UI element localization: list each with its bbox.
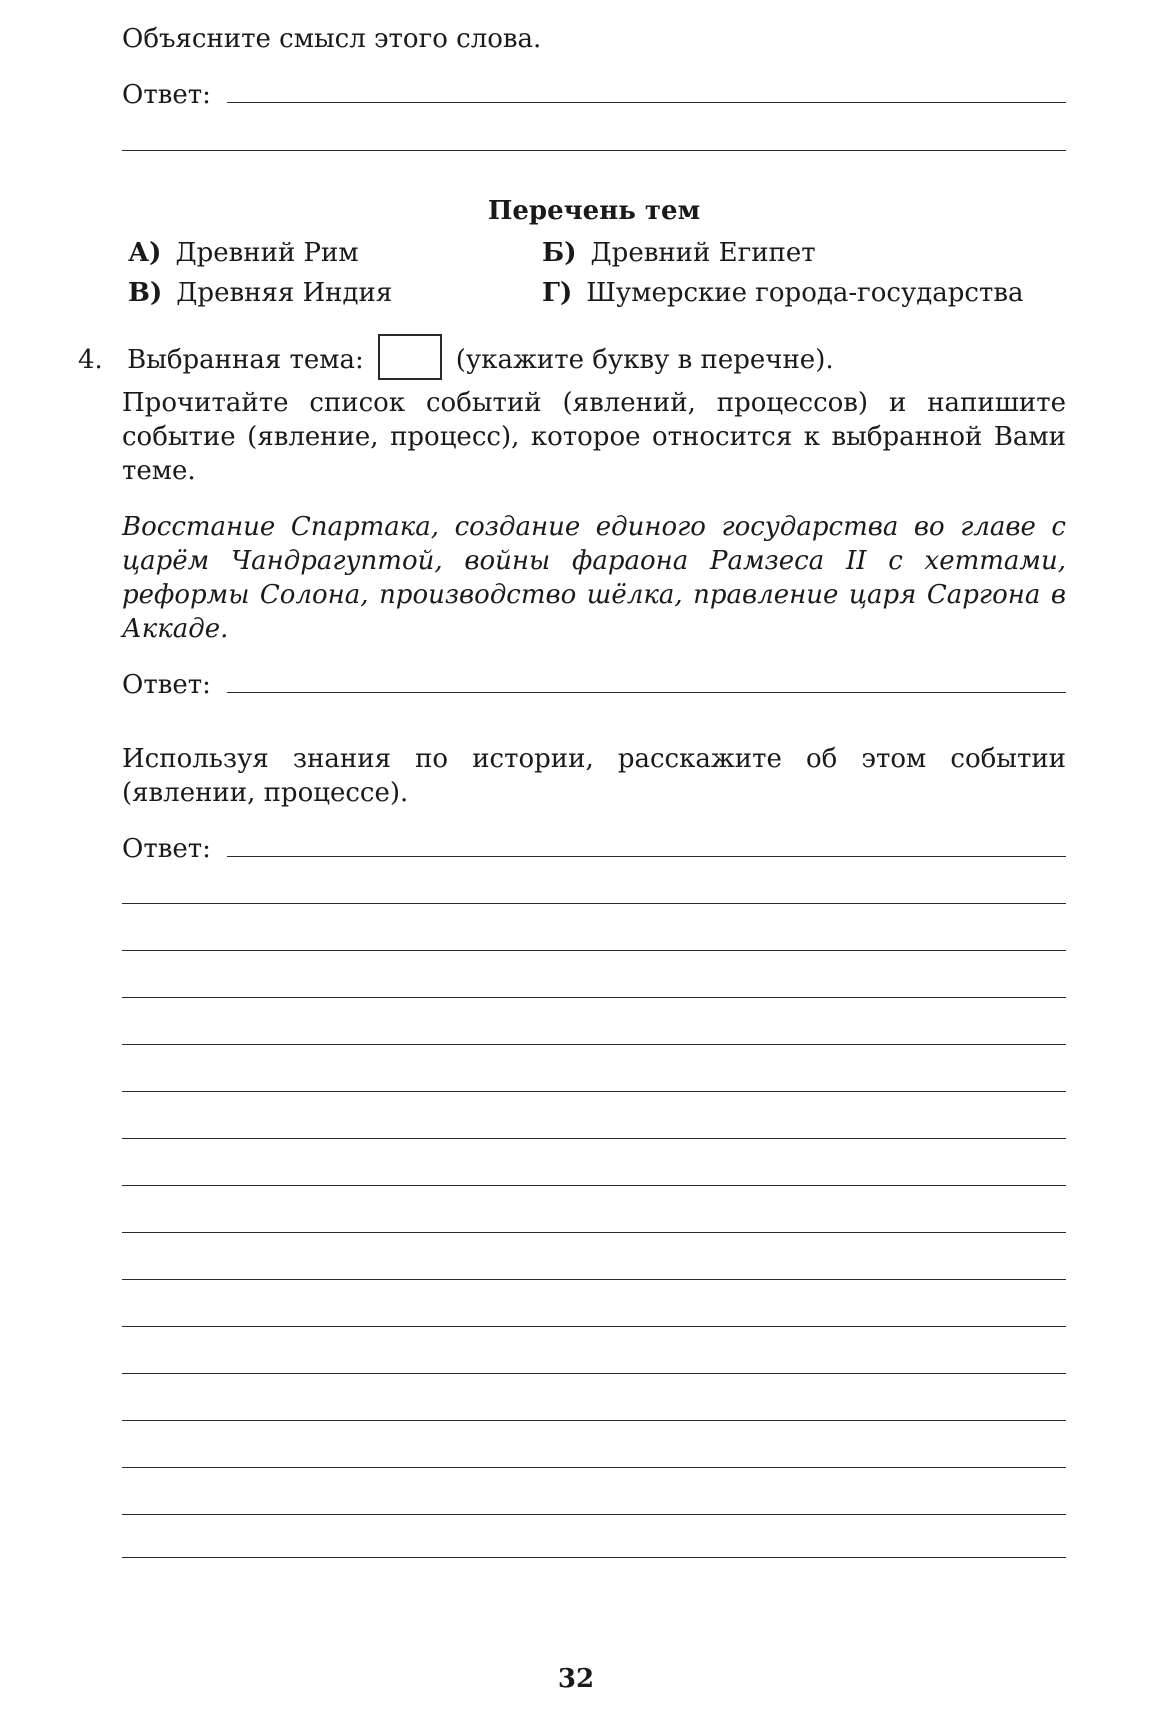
story-answer-line-1[interactable]	[227, 834, 1066, 857]
story-answer-line-10[interactable]	[122, 1279, 1066, 1280]
story-answer-line-16[interactable]	[122, 1557, 1066, 1558]
story-answer-line-2[interactable]	[122, 903, 1066, 904]
topic-v-name: Древняя Индия	[176, 278, 393, 308]
topic-a-name: Древний Рим	[175, 238, 359, 268]
task4-chosen-label: Выбранная тема:	[127, 345, 364, 375]
story-answer-line-13[interactable]	[122, 1420, 1066, 1421]
prev-answer-label: Ответ:	[122, 80, 211, 110]
topic-g-name: Шумерские города-государства	[586, 278, 1024, 308]
topics-title: Перечень тем	[487, 196, 701, 226]
story-answer-line-8[interactable]	[122, 1185, 1066, 1186]
story-answer-line-12[interactable]	[122, 1373, 1066, 1374]
task4-row	[78, 338, 834, 384]
event-answer-row	[122, 668, 1066, 702]
task4-chosen-hint: (укажите букву в перечне).	[455, 345, 834, 375]
story-answer-line-14[interactable]	[122, 1467, 1066, 1468]
topic-v-letter: В)	[128, 278, 163, 308]
topic-b-letter: Б)	[542, 238, 577, 268]
event-answer-line[interactable]	[227, 670, 1066, 693]
topic-b	[542, 236, 816, 270]
topic-v	[128, 276, 392, 310]
story-prompt: Используя знания по истории, расскажите об этом событии (явлении, процессе).	[122, 744, 1066, 808]
topic-a-letter: А)	[128, 238, 162, 268]
story-answer-line-3[interactable]	[122, 950, 1066, 951]
story-answer-row	[122, 832, 1066, 866]
event-answer-label: Ответ:	[122, 670, 211, 700]
story-answer-line-9[interactable]	[122, 1232, 1066, 1233]
story-answer-line-15[interactable]	[122, 1514, 1066, 1515]
prev-answer-line-1[interactable]	[227, 80, 1066, 103]
story-answer-line-11[interactable]	[122, 1326, 1066, 1327]
task4-instruction: Прочитайте список событий (явлений, процессов) и напишите событие (явление, процесс), которое относится к выбранной Вами теме.	[122, 388, 1066, 486]
story-answer-line-7[interactable]	[122, 1138, 1066, 1139]
page-number: 32	[557, 1664, 595, 1694]
prev-answer-line-2[interactable]	[122, 150, 1066, 151]
task4-events-list: Восстание Спартака, создание единого государства во главе с царём Чандрагуптой, войны фараона Рамзеса II с хеттами, реформы Солона, производство шёлка, правление царя Саргона в Аккаде.	[122, 512, 1066, 644]
prev-answer-row	[122, 78, 1066, 112]
task4-number: 4.	[78, 345, 103, 375]
story-answer-line-4[interactable]	[122, 997, 1066, 998]
explain-prompt: Объясните смысл этого слова.	[122, 24, 542, 54]
topic-a	[128, 236, 359, 270]
topic-b-name: Древний Египет	[590, 238, 816, 268]
topic-g-letter: Г)	[542, 278, 573, 308]
chosen-topic-box[interactable]	[378, 334, 442, 380]
story-answer-label: Ответ:	[122, 834, 211, 864]
topic-g	[542, 276, 1024, 310]
story-answer-line-5[interactable]	[122, 1044, 1066, 1045]
story-answer-line-6[interactable]	[122, 1091, 1066, 1092]
